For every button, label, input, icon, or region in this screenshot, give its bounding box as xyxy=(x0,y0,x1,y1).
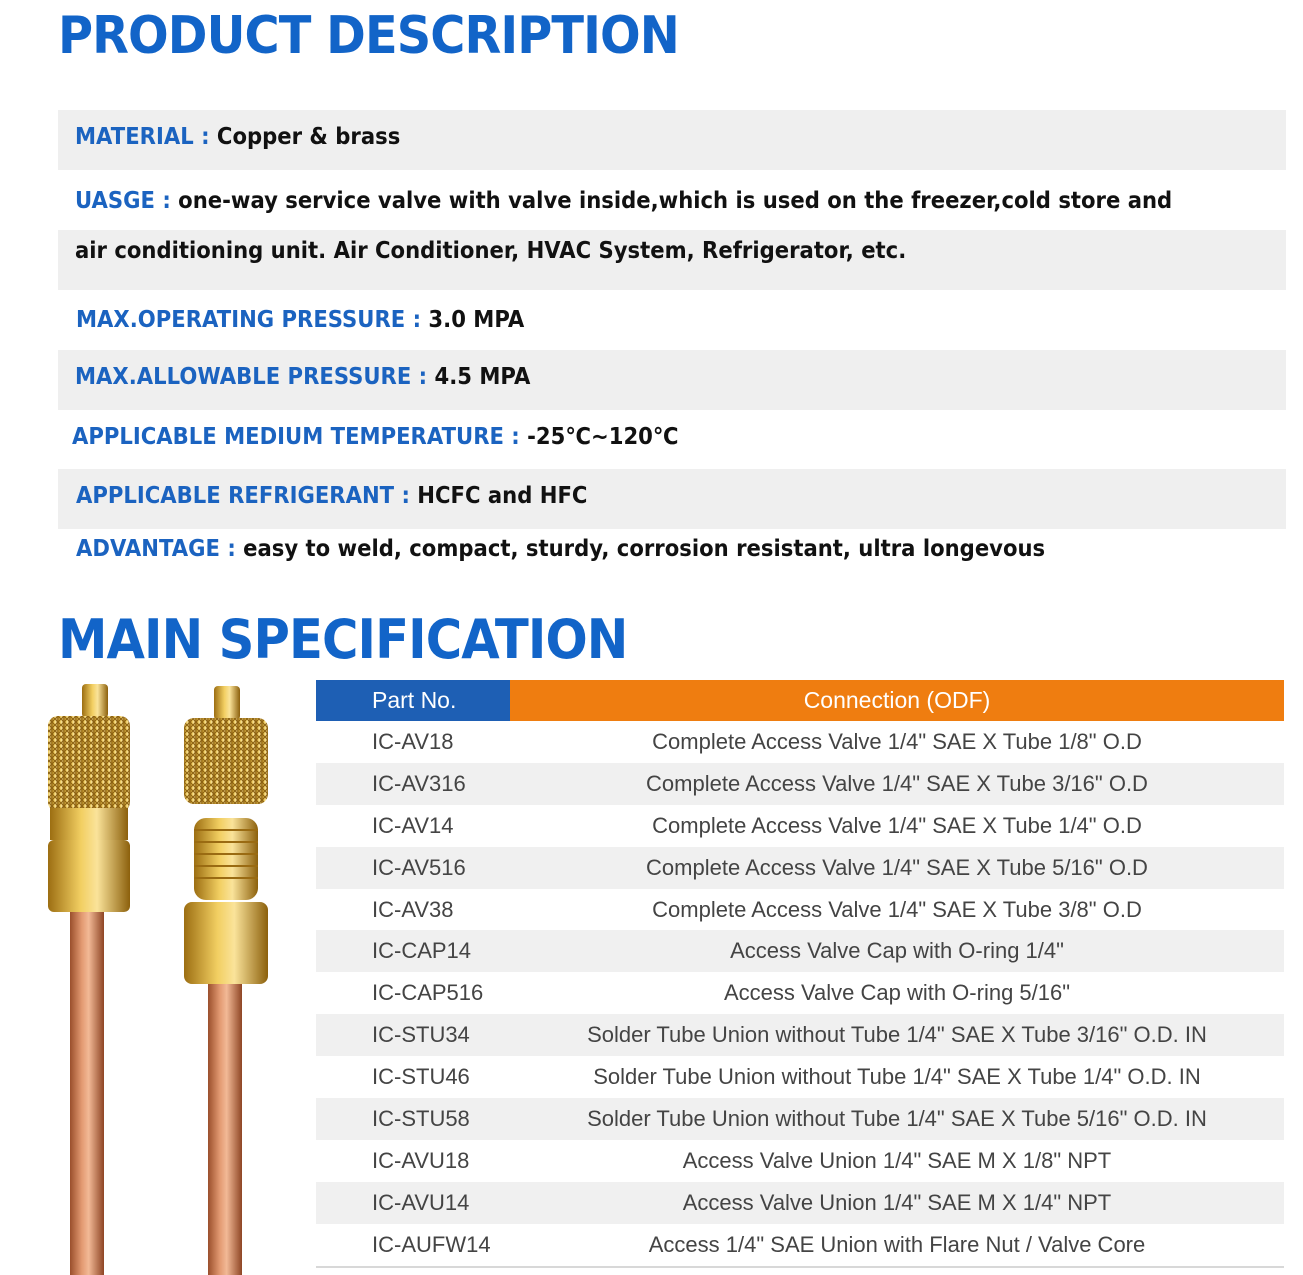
table-body xyxy=(316,721,1284,1266)
connection-cell: Solder Tube Union without Tube 1/4" SAE X Tube 1/4" O.D. IN xyxy=(593,1064,1201,1090)
connection-cell: Access Valve Union 1/4" SAE M X 1/8" NPT xyxy=(682,1147,1112,1173)
table-row xyxy=(316,805,1284,847)
main-specification-title: MAIN SPECIFICATION xyxy=(58,608,628,671)
table-bottom-rule xyxy=(316,1266,1284,1268)
advantage-label: ADVANTAGE : xyxy=(76,536,244,562)
connection-cell: Complete Access Valve 1/4" SAE X Tube 1/4" O.D xyxy=(652,812,1142,838)
medium-temperature-label: APPLICABLE MEDIUM TEMPERATURE : xyxy=(72,424,528,450)
connection-cell: Access Valve Union 1/4" SAE M X 1/4" NPT xyxy=(682,1189,1112,1215)
usage-value: one-way service valve with valve inside,which is used on the freezer,cold store and xyxy=(178,188,1173,214)
part-number-cell: IC-STU34 xyxy=(372,1022,470,1048)
connection-cell: Access Valve Cap with O-ring 1/4" xyxy=(730,938,1064,964)
table-row xyxy=(316,847,1284,889)
advantage-value: easy to weld, compact, sturdy, corrosion resistant, ultra longevous xyxy=(243,536,1046,562)
connection-cell: Complete Access Valve 1/4" SAE X Tube 1/8" O.D xyxy=(652,728,1142,754)
material-row xyxy=(75,124,400,150)
part-number-cell: IC-AV18 xyxy=(372,728,454,754)
table-row xyxy=(316,1056,1284,1098)
connection-cell: Complete Access Valve 1/4" SAE X Tube 5/16" O.D xyxy=(646,854,1148,880)
table-header xyxy=(316,680,1284,721)
max-operating-pressure-value: 3.0 MPA xyxy=(428,307,525,333)
access-valve-photo xyxy=(28,680,288,1275)
refrigerant-row xyxy=(76,483,587,509)
material-label: MATERIAL : xyxy=(75,124,217,150)
table-row xyxy=(316,1224,1284,1266)
part-number-cell: IC-CAP516 xyxy=(372,980,484,1006)
part-number-cell: IC-AVU14 xyxy=(372,1189,470,1215)
header-connection: Connection (ODF) xyxy=(510,680,1284,721)
connection-cell: Solder Tube Union without Tube 1/4" SAE X Tube 5/16" O.D. IN xyxy=(587,1105,1207,1131)
part-number-cell: IC-CAP14 xyxy=(372,938,472,964)
part-number-cell: IC-AV516 xyxy=(372,854,466,880)
material-value: Copper & brass xyxy=(216,124,401,150)
max-operating-pressure-label: MAX.OPERATING PRESSURE : xyxy=(76,307,429,333)
max-allowable-pressure-row xyxy=(75,364,530,390)
part-number-cell: IC-STU58 xyxy=(372,1105,470,1131)
table-row xyxy=(316,889,1284,931)
table-row xyxy=(316,972,1284,1014)
table-row xyxy=(316,1014,1284,1056)
part-number-cell: IC-AUFW14 xyxy=(372,1231,491,1257)
header-part-no: Part No. xyxy=(316,680,510,721)
table-row xyxy=(316,763,1284,805)
part-number-cell: IC-AVU18 xyxy=(372,1147,470,1173)
medium-temperature-row xyxy=(72,424,679,450)
part-number-cell: IC-AV38 xyxy=(372,896,454,922)
medium-temperature-value: -25℃~120℃ xyxy=(527,424,679,450)
connection-cell: Solder Tube Union without Tube 1/4" SAE X Tube 3/16" O.D. IN xyxy=(587,1022,1207,1048)
table-row xyxy=(316,721,1284,763)
table-row xyxy=(316,930,1284,972)
usage-label: UASGE : xyxy=(75,188,179,214)
table-row xyxy=(316,1182,1284,1224)
part-number-cell: IC-STU46 xyxy=(372,1064,470,1090)
connection-cell: Access 1/4" SAE Union with Flare Nut / Valve Core xyxy=(648,1231,1146,1257)
connection-cell: Complete Access Valve 1/4" SAE X Tube 3/16" O.D xyxy=(646,770,1148,796)
part-number-cell: IC-AV14 xyxy=(372,812,454,838)
max-allowable-pressure-value: 4.5 MPA xyxy=(434,364,531,390)
part-number-cell: IC-AV316 xyxy=(372,770,466,796)
table-row xyxy=(316,1098,1284,1140)
product-description-title: PRODUCT DESCRIPTION xyxy=(58,6,679,66)
max-operating-pressure-row xyxy=(76,307,524,333)
connection-cell: Access Valve Cap with O-ring 5/16" xyxy=(723,980,1071,1006)
max-allowable-pressure-label: MAX.ALLOWABLE PRESSURE : xyxy=(75,364,435,390)
connection-cell: Complete Access Valve 1/4" SAE X Tube 3/8" O.D xyxy=(652,896,1142,922)
usage-row xyxy=(75,188,1172,214)
advantage-row xyxy=(76,536,1045,562)
usage-value-line2: air conditioning unit. Air Conditioner, HVAC System, Refrigerator, etc. xyxy=(75,238,907,264)
table-row xyxy=(316,1140,1284,1182)
main-specification-table xyxy=(316,680,1284,1268)
refrigerant-value: HCFC and HFC xyxy=(417,483,588,509)
usage-row-continued xyxy=(75,238,906,264)
refrigerant-label: APPLICABLE REFRIGERANT : xyxy=(76,483,418,509)
